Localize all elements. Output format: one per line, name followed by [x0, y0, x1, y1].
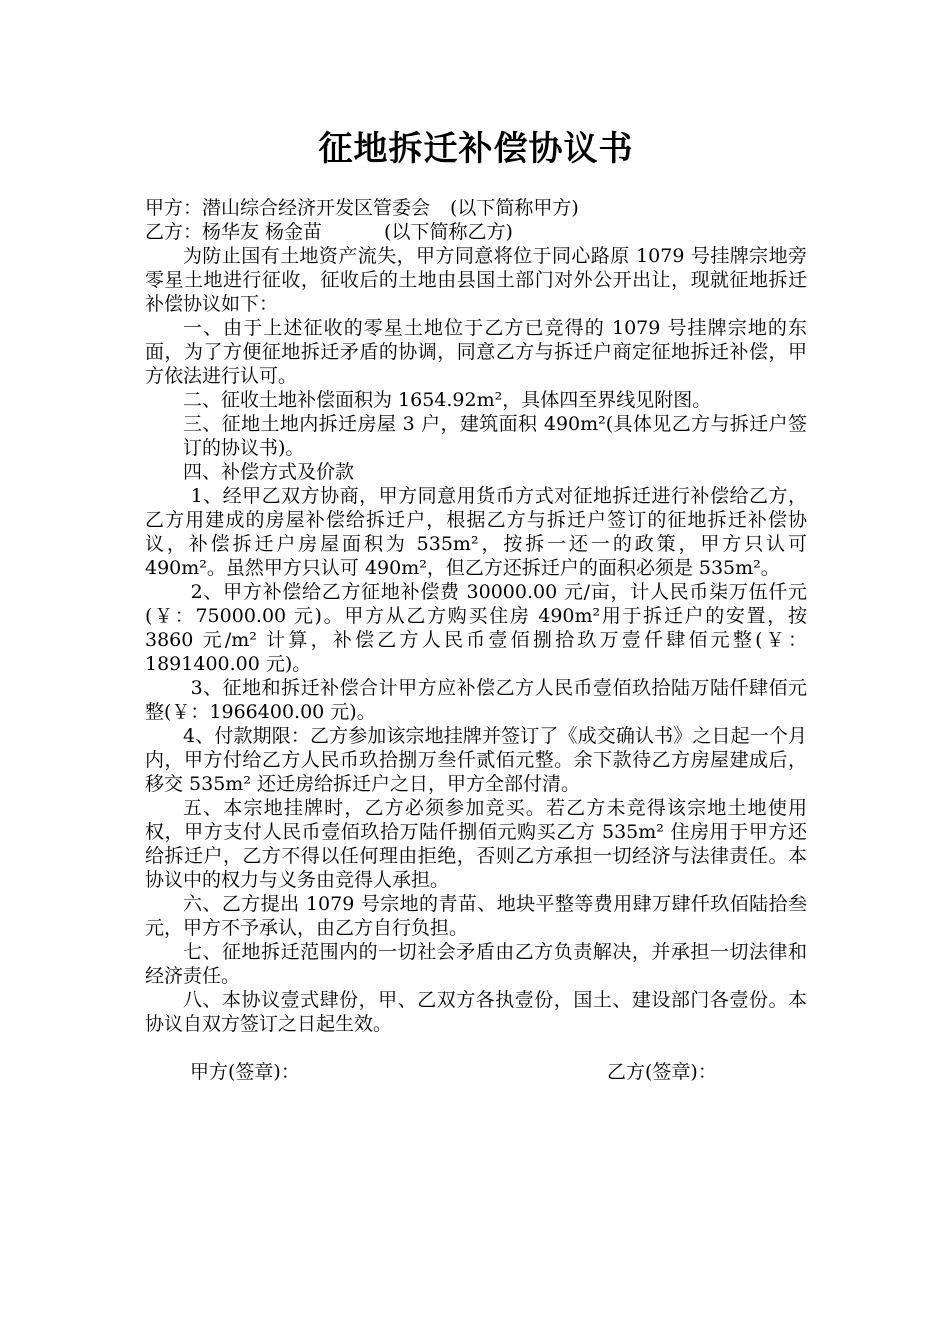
intro-paragraph: 为防止国有土地资产流失，甲方同意将位于同心路原 1079 号挂牌宗地旁零星土地进行征收，征收后的土地由县国土部门对外公开出让，现就征地拆迁补偿协议如下： — [145, 245, 807, 315]
clause-4-4: 4、付款期限：乙方参加该宗地挂牌并签订了《成交确认书》之日起一个月内，甲方付给乙方人民币玖拾捌万叁仟贰佰元整。余下款待乙方房屋建成后，移交 535m² 还迁房给拆迁户之日，甲方全部付清。 — [145, 725, 807, 795]
clause-4-2: 2、甲方补偿给乙方征地补偿费 30000.00 元/亩，计人民币柒万伍仟元(￥：75000.00 元)。甲方从乙方购买住房 490m²用于拆迁户的安置，按 3860 元/m² 计算，补偿乙方人民币壹佰捌拾玖万壹仟肆佰元整(￥：1891400.00 元)。 — [145, 581, 807, 675]
party-b-name: 乙方：杨华友 杨金苗 — [145, 221, 323, 243]
party-a-signature: 甲方(签章)： — [190, 1061, 300, 1083]
clause-6: 六、乙方提出 1079 号宗地的青苗、地块平整等费用肆万肆仟玖佰陆拾叁元，甲方不予承认，由乙方自行负担。 — [145, 893, 807, 939]
clause-5: 五、本宗地挂牌时，乙方必须参加竞买。若乙方未竞得该宗地土地使用权，甲方支付人民币壹佰玖拾万陆仟捌佰元购买乙方 535m² 住房用于甲方还给拆迁户，乙方不得以任何理由拒绝，否则乙方承担一切经济与法律责任。本协议中的权力与义务由竞得人承担。 — [145, 797, 807, 891]
clause-8: 八、本协议壹式肆份，甲、乙双方各执壹份，国土、建设部门各壹份。本协议自双方签订之日起生效。 — [145, 989, 807, 1035]
clause-1: 一、由于上述征收的零星土地位于乙方已竞得的 1079 号挂牌宗地的东面，为了方便征地拆迁矛盾的协调，同意乙方与拆迁户商定征地拆迁补偿，甲方依法进行认可。 — [145, 317, 807, 387]
clause-3: 三、征地土地内拆迁房屋 3 户，建筑面积 490m²(具体见乙方与拆迁户签订的协议书)。 — [183, 413, 807, 459]
document-title: 征地拆迁补偿协议书 — [318, 129, 634, 169]
party-b-note: (以下简称乙方) — [384, 221, 513, 243]
party-b-line — [145, 220, 807, 244]
signature-block — [145, 1060, 807, 1090]
party-b-signature: 乙方(签章)： — [607, 1061, 717, 1083]
party-a-name: 甲方：潜山综合经济开发区管委会 — [145, 197, 431, 219]
clause-7: 七、征地拆迁范围内的一切社会矛盾由乙方负责解决，并承担一切法律和经济责任。 — [145, 941, 807, 987]
clause-4-1: 1、经甲乙双方协商，甲方同意用货币方式对征地拆迁进行补偿给乙方，乙方用建成的房屋补偿给拆迁户，根据乙方与拆迁户签订的征地拆迁补偿协议，补偿拆迁户房屋面积为 535m²，按拆一还一的政策，甲方只认可 490m²。虽然甲方只认可 490m²，但乙方还拆迁户的面积必须是 535m²。 — [145, 485, 807, 579]
clause-4: 四、补偿方式及价款 — [183, 461, 355, 483]
document-page — [145, 126, 807, 1090]
document-body — [145, 196, 807, 1036]
party-a-note: (以下简称甲方) — [450, 197, 579, 219]
party-a-line — [145, 196, 807, 220]
clause-4-3: 3、征地和拆迁补偿合计甲方应补偿乙方人民币壹佰玖拾陆万陆仟肆佰元整(￥：1966400.00 元)。 — [145, 677, 807, 723]
clause-2: 二、征收土地补偿面积为 1654.92m²，具体四至界线见附图。 — [183, 389, 712, 411]
